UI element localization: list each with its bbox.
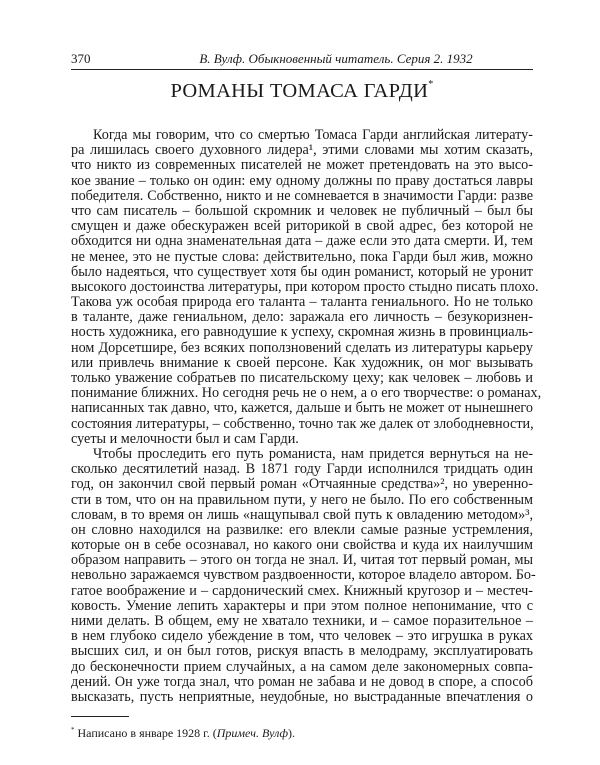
text-line: или привлечь внимание к своей персоне. Как художник, он мог вызывать [71,354,533,371]
text-line: что сам писатель – большой скромник и человек не публичный – был бы [71,202,533,219]
page-number: 370 [71,51,91,66]
chapter-title-text: РОМАНЫ ТОМАСА ГАРДИ [170,80,429,102]
running-title: В. Вулф. Обыкновенный читатель. Серия 2. 1932 [199,51,473,66]
text-line: ковость. Умение лепить характеры и при этом полное непонимание, что с [71,597,533,614]
text-line: год, он закончил свой первый роман «Отчаянные средства»², но уверенно- [71,476,533,493]
running-header [71,49,533,69]
text-line: высокого достоинства литературы, при котором просто стыдно писать плохо. [71,278,539,295]
text-line: кое звание – только он один: ему одному должны по праву достаться лавры [71,172,533,189]
chapter-title [71,80,533,103]
text-line: состояния литературы, – собственно, точно так же далек от злободневности, [71,415,534,432]
text-line: Когда мы говорим, что со смертью Томаса Гарди английская литерату- [93,127,533,143]
title-footnote-mark: * [428,79,434,90]
text-line: понимание ближних. Но сегодня речь не о нем, а о его творчестве: о романах, [71,385,542,402]
text-line: не менее, это не пустые слова: действительно, пока Гарди был жив, можно [71,248,533,265]
footnote-rule [71,716,129,717]
text-line: гатое воображение и – сардонический смех. Книжный кругозор и – местеч- [71,582,533,599]
text-line: до бесконечности прием случайных, а на самом деле закономерных совпа- [71,658,533,675]
text-line: дений. Он уже тогда знал, что роман не забава и не довод в споре, а способ [71,673,533,690]
text-line: смущен и даже обескуражен всей риторикой в свой адрес, без которой не [71,218,533,235]
footnote-mark: * [71,726,75,734]
text-line: ра лишилась своего духовного лидера¹, этими словами мы хотим сказать, [71,142,533,159]
text-line: высказать, пусть неприятные, неудобные, но выстраданные впечатления о [71,688,533,705]
text-line: высших сил, и он был готов, рискуя впасть в мелодраму, эксплуатировать [71,643,533,660]
text-line: что никто из современных писателей не может претендовать на это высо- [71,157,533,174]
text-line: которые он в себе осознавал, но какого они свойства и куда их наилучшим [71,537,533,554]
footnote-close: ). [288,726,296,740]
text-line: ними делать. В общем, ему не хватало техники, и – самое поразительное – [71,613,533,629]
text-line: образом направить – этого он тогда не знал. И, читая тот первый роман, мы [71,552,533,569]
text-line: сколько десятилетий назад. В 1871 году Гарди исполнился тридцать один [71,461,533,478]
text-line: победителя. Собственно, никто и не сомневается в значимости Гарди: разве [71,187,533,204]
header-rule [71,69,533,70]
footnote [71,723,295,740]
text-line: суеты и мелочности был и сам Гарди. [71,430,299,447]
text-line: ном Дорсетшире, без всяких поползновений сделать из литературы карьеру [71,339,533,356]
text-line: Такова уж особая природа его таланта – таланта гениального. Но не только [71,294,533,311]
text-line: в нем глубоко сидело убеждение в том, что человек – это игрушка в руках [71,628,533,645]
text-line: было надеяться, что существует хотя бы один романист, который не уронит [71,263,533,280]
footnote-italic: Примеч. Вулф [216,726,289,740]
text-line: он словно находился на развилке: его влекли самые разные устремления, [71,521,533,538]
text-line: написанных так давно, что, кажется, дальше и быть не может от нынешнего [71,400,533,417]
text-line: в таланте, даже гениальном, дело: заражала его личность – безукоризнен- [71,309,533,326]
text-line: ность художника, его равнодушие к успеху, скромная жизнь в провинциаль- [71,324,533,341]
body-text [71,127,542,705]
text-line: Чтобы проследить его путь романиста, нам придется вернуться на не- [93,445,533,462]
text-line: сти в том, что он на правильном пути, у него не было. По его собственным [71,491,533,508]
footnote-text: Написано в январе 1928 г. ( [77,726,217,740]
text-line: только уважение собратьев по писательскому цеху; как человек – любовь и [71,370,533,386]
text-line: словам, в то время он лишь «нащупывал свой путь к овладению методом»³, [71,506,533,523]
text-line: невольно заражаемся чувством раздвоенности, которое владело автором. Бо- [71,567,536,584]
text-line: обходится ни одна знаменательная дата – даже если это дата смерти. И, тем [71,233,533,250]
